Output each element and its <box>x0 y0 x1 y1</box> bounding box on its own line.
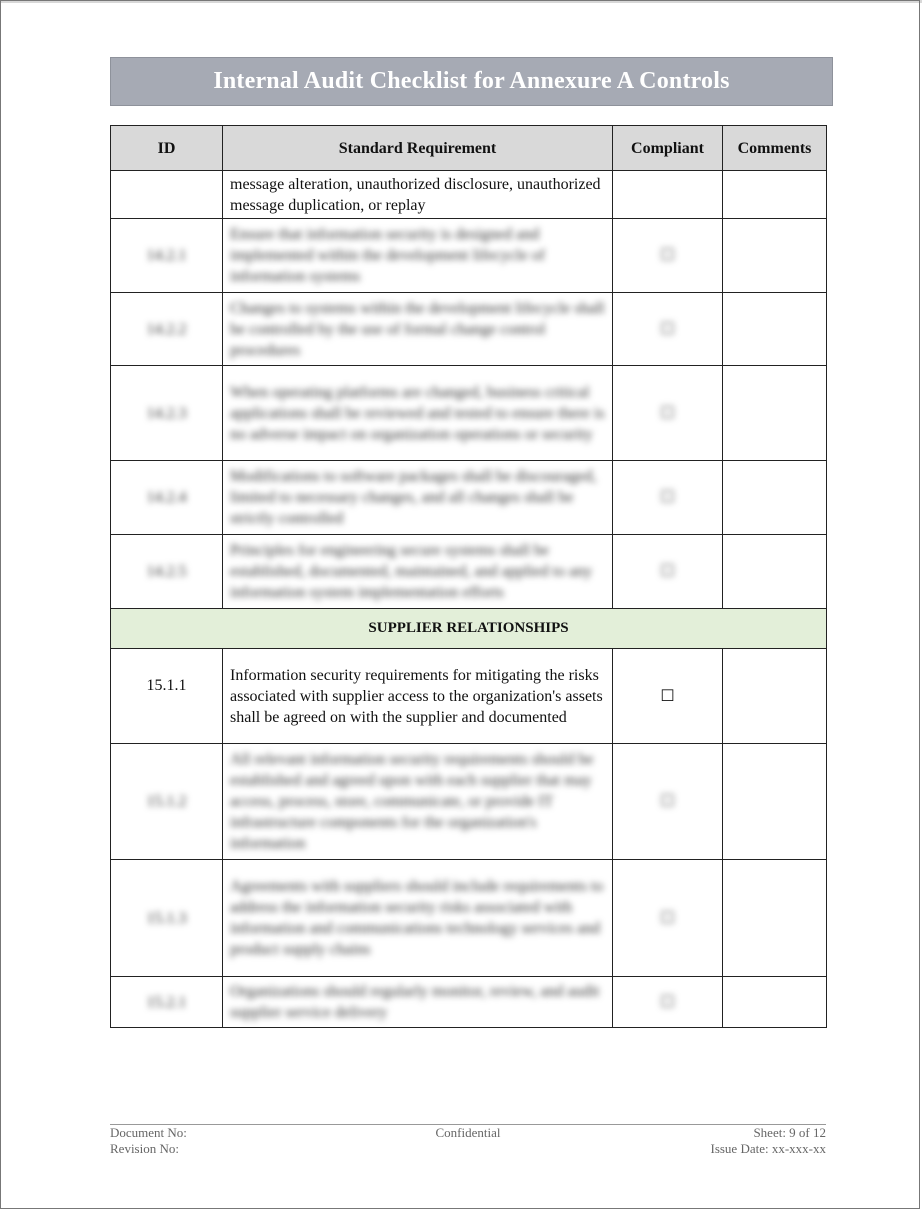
table-row <box>111 461 827 535</box>
row-compliant-checkbox[interactable]: ☐ <box>613 219 723 293</box>
footer-issue-date: Issue Date: xx-xxx-xx <box>710 1141 827 1156</box>
row-requirement: When operating platforms are changed, business critical applications shall be reviewed and tested to ensure there is no adverse impact on organization operations or security <box>223 366 613 461</box>
row-id: 15.2.1 <box>111 977 223 1028</box>
row-requirement: Ensure that information security is designed and implemented within the development lifecycle of information systems <box>223 219 613 293</box>
row-id: 15.1.3 <box>111 860 223 977</box>
row-comment[interactable] <box>723 649 827 744</box>
page-footer <box>110 1124 826 1157</box>
row-requirement: Changes to systems within the development lifecycle shall be controlled by the use of formal change control procedures <box>223 293 613 366</box>
row-compliant-checkbox[interactable]: ☐ <box>613 366 723 461</box>
table-row <box>111 649 827 744</box>
footer-confidential: Confidential <box>435 1125 501 1140</box>
row-id: 14.2.3 <box>111 366 223 461</box>
row-id: 14.2.5 <box>111 535 223 609</box>
row-id <box>111 171 223 219</box>
audit-checklist-table <box>110 125 827 1028</box>
row-id: 14.2.1 <box>111 219 223 293</box>
table-row <box>111 219 827 293</box>
footer-revision-no: Revision No: <box>110 1141 179 1156</box>
header-row <box>111 126 827 171</box>
row-comment[interactable] <box>723 535 827 609</box>
row-comment[interactable] <box>723 860 827 977</box>
table-row <box>111 366 827 461</box>
row-comment[interactable] <box>723 977 827 1028</box>
header-compliant: Compliant <box>613 126 723 171</box>
header-comments: Comments <box>723 126 827 171</box>
row-compliant-checkbox[interactable]: ☐ <box>613 461 723 535</box>
header-id: ID <box>111 126 223 171</box>
row-comment[interactable] <box>723 461 827 535</box>
row-compliant-checkbox[interactable]: ☐ <box>613 535 723 609</box>
table-row <box>111 171 827 219</box>
row-compliant <box>613 171 723 219</box>
table-row <box>111 860 827 977</box>
table-row <box>111 977 827 1028</box>
row-compliant-checkbox[interactable]: ☐ <box>613 744 723 860</box>
row-requirement: Organizations should regularly monitor, review, and audit supplier service delivery <box>223 977 613 1028</box>
row-comment[interactable] <box>723 293 827 366</box>
row-comment[interactable] <box>723 744 827 860</box>
row-comment[interactable] <box>723 366 827 461</box>
row-comment[interactable] <box>723 219 827 293</box>
row-requirement: All relevant information security requirements should be established and agreed upon with each supplier that may access, process, store, communicate, or provide IT infrastructure components for the organization's information <box>223 744 613 860</box>
row-id: 15.1.2 <box>111 744 223 860</box>
section-supplier-relationships: SUPPLIER RELATIONSHIPS <box>111 609 827 649</box>
table-row <box>111 293 827 366</box>
row-requirement: Principles for engineering secure systems shall be established, documented, maintained, and applied to any information system implementation efforts <box>223 535 613 609</box>
row-compliant-checkbox[interactable]: ☐ <box>613 293 723 366</box>
row-id: 14.2.2 <box>111 293 223 366</box>
table-row <box>111 535 827 609</box>
row-requirement: message alteration, unauthorized disclosure, unauthorized message duplication, or replay <box>223 171 613 219</box>
row-requirement: Agreements with suppliers should include requirements to address the information security risks associated with information and communications technology services and product supply chains <box>223 860 613 977</box>
row-id: 15.1.1 <box>111 649 223 744</box>
row-comment[interactable] <box>723 171 827 219</box>
row-compliant-checkbox[interactable]: ☐ <box>613 649 723 744</box>
header-requirement: Standard Requirement <box>223 126 613 171</box>
row-compliant-checkbox[interactable]: ☐ <box>613 860 723 977</box>
row-id: 14.2.4 <box>111 461 223 535</box>
document-title: Internal Audit Checklist for Annexure A Controls <box>110 57 833 106</box>
footer-document-no: Document No: <box>110 1125 187 1140</box>
row-compliant-checkbox[interactable]: ☐ <box>613 977 723 1028</box>
table-row <box>111 744 827 860</box>
row-requirement: Modifications to software packages shall be discouraged, limited to necessary changes, and all changes shall be strictly controlled <box>223 461 613 535</box>
section-row <box>111 609 827 649</box>
row-requirement: Information security requirements for mitigating the risks associated with supplier access to the organization's assets shall be agreed on with the supplier and documented <box>223 649 613 744</box>
footer-sheet: Sheet: 9 of 12 <box>753 1125 827 1140</box>
